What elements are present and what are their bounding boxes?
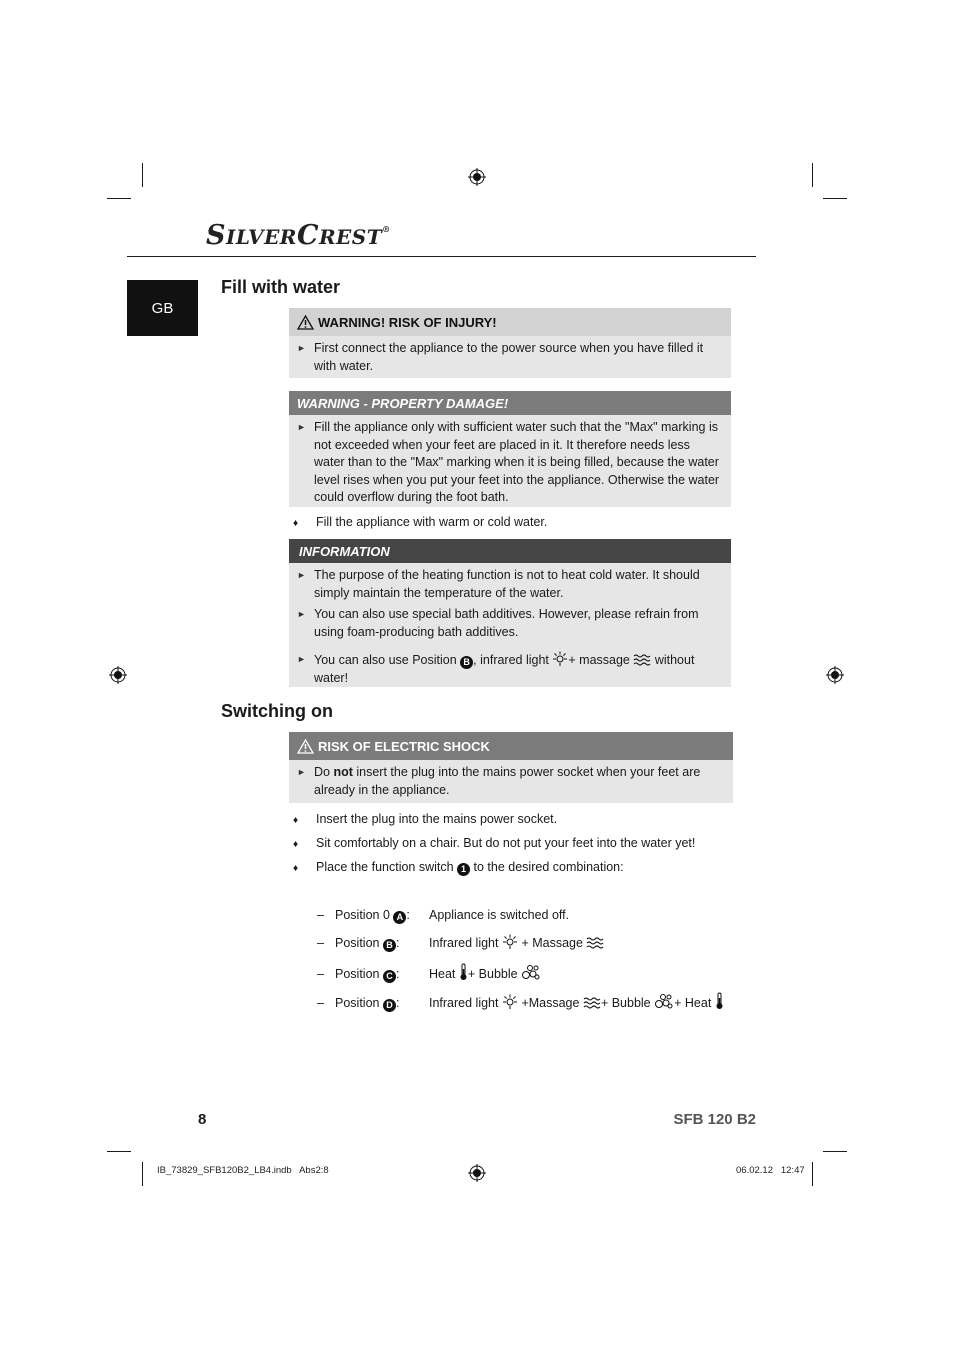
page-number: 8 [198, 1111, 207, 1128]
warning-injury-box [289, 308, 731, 378]
position-row: – Position 0 A : Appliance is switched off. [317, 908, 570, 922]
step-item: ♦ Place the function switch 1 to the desired combination: [293, 860, 624, 874]
box-heading: WARNING - PROPERTY DAMAGE! [289, 391, 731, 415]
heat-thermometer-icon [459, 963, 468, 981]
header-rule [127, 256, 756, 257]
registration-mark-icon [109, 666, 127, 684]
crop-mark [812, 1162, 813, 1186]
infrared-light-icon [502, 994, 518, 1010]
information-box [289, 539, 731, 687]
registration-mark-icon [468, 1164, 486, 1182]
registration-mark-icon [468, 168, 486, 186]
warning-triangle-icon [297, 739, 314, 754]
print-file-info: IB_73829_SFB120B2_LB4.indb Abs2:8 [157, 1165, 329, 1176]
warning-triangle-icon [297, 315, 314, 330]
crop-mark [107, 1151, 131, 1152]
list-item: ► First connect the appliance to the power source when you have filled it with water. [297, 341, 704, 373]
list-item: ► You can also use special bath additives. However, please refrain from using foam-producing bath additives. [297, 607, 699, 639]
step-item: ♦ Sit comfortably on a chair. But do not put your feet into the water yet! [293, 836, 696, 850]
bubble-icon [521, 963, 541, 981]
warning-property-box [289, 391, 731, 507]
position-row: – Position B : Infrared light + Massage [317, 934, 604, 952]
list-item: ► The purpose of the heating function is not to heat cold water. It should simply maintain the temperature of the water. [297, 568, 700, 600]
position-row: – Position D : Infrared light +Massage + Bubble + Heat [317, 992, 724, 1012]
bubble-icon [654, 992, 674, 1010]
list-item: ► Fill the appliance only with sufficient water such that the "Max" marking is not exceeded when your feet are placed in it. It therefore needs less water than to the "Max" marking when it is being filled, because the water level rises when you put your feet into the appliance. Otherwise the water could overflow during the foot bath. [297, 420, 720, 504]
model-number: SFB 120 B2 [673, 1111, 756, 1128]
box-heading: RISK OF ELECTRIC SHOCK [289, 732, 733, 760]
language-tab: GB [127, 280, 198, 336]
crop-mark [812, 163, 813, 187]
section-title-fill: Fill with water [221, 277, 341, 297]
list-item: ► You can also use Position B , infrared light + massage without water! [297, 653, 695, 685]
step-item: ♦ Insert the plug into the mains power socket. [293, 812, 558, 826]
massage-waves-icon [586, 936, 604, 950]
infrared-light-icon [502, 934, 518, 950]
massage-waves-icon [583, 996, 601, 1010]
list-item: ► Do not insert the plug into the mains power socket when your feet are already in the appliance. [297, 765, 701, 797]
electric-shock-box [289, 732, 733, 803]
crop-mark [142, 163, 143, 187]
crop-mark [142, 1162, 143, 1186]
crop-mark [823, 198, 847, 199]
infrared-light-icon [552, 651, 568, 667]
crop-mark [107, 198, 131, 199]
position-row: – Position C : Heat + Bubble [317, 963, 541, 983]
print-date-info: 06.02.12 12:47 [736, 1165, 805, 1176]
crop-mark [823, 1151, 847, 1152]
brand-logo: SILVERCREST® [206, 220, 391, 251]
box-heading: INFORMATION [289, 539, 731, 563]
heat-thermometer-icon [715, 992, 724, 1010]
box-heading: WARNING! RISK OF INJURY! [289, 308, 731, 336]
registration-mark-icon [826, 666, 844, 684]
massage-waves-icon [633, 653, 651, 667]
step-item: ♦ Fill the appliance with warm or cold water. [293, 515, 548, 529]
section-title-switch: Switching on [221, 701, 333, 721]
